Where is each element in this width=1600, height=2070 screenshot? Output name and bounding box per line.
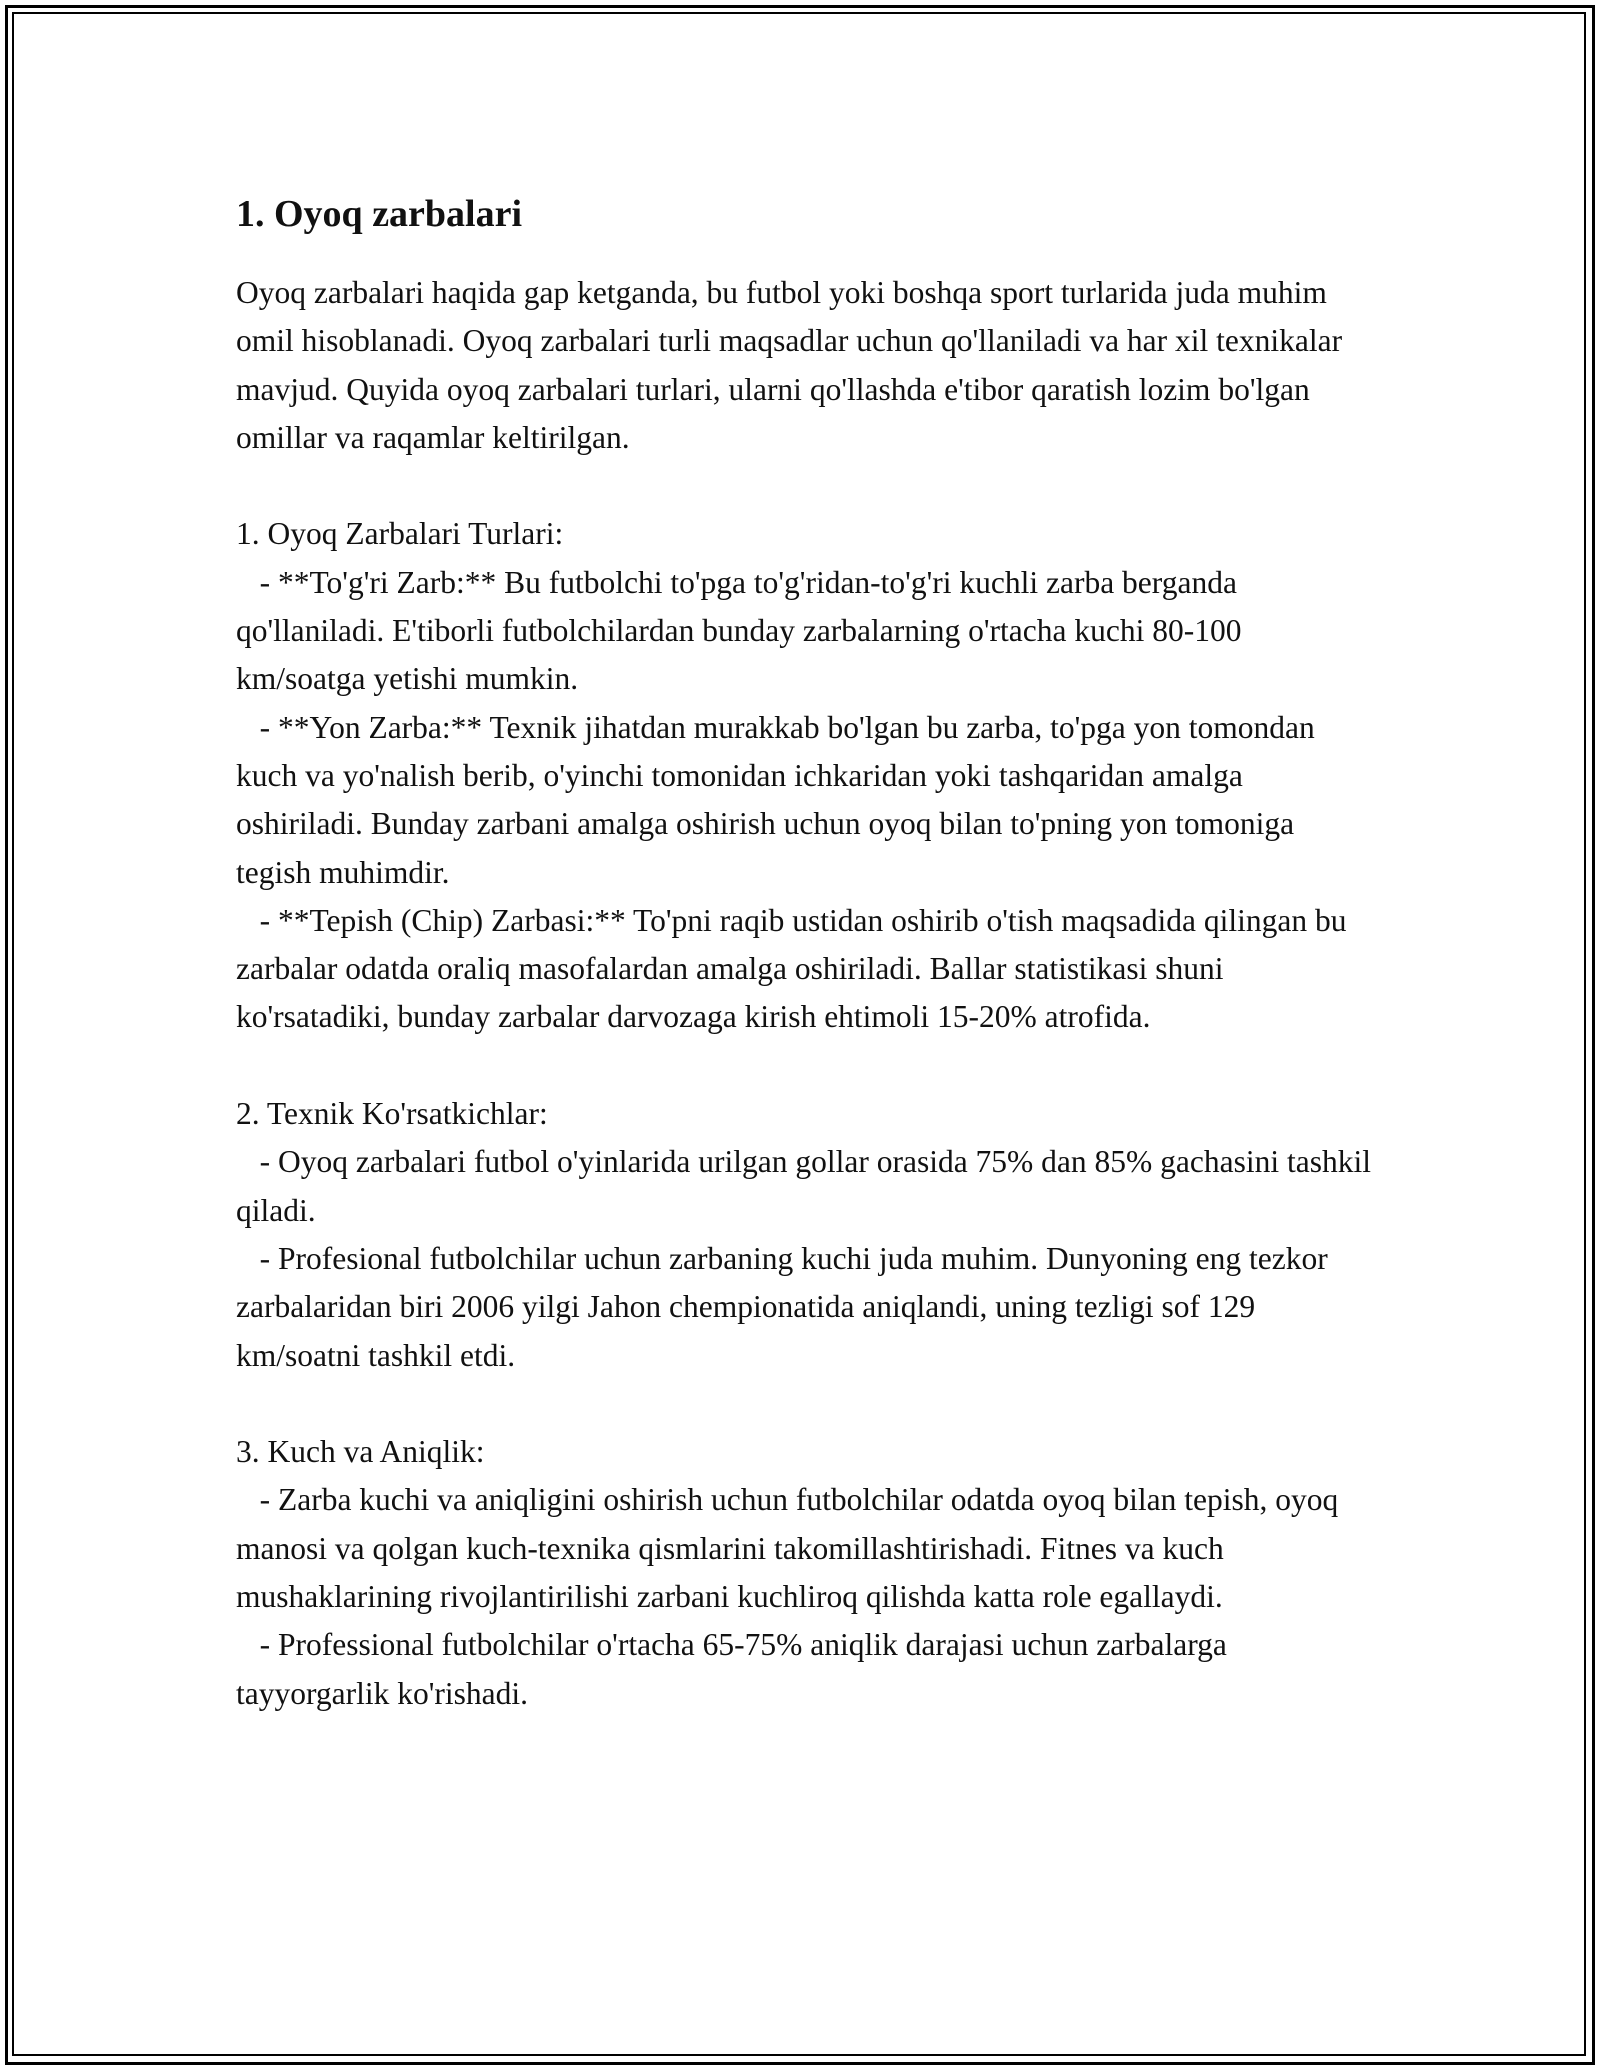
document-content (236, 185, 1376, 1718)
document-heading: 1. Oyoq zarbalari (236, 193, 523, 235)
document-body: Oyoq zarbalari haqida gap ketganda, bu futbol yoki boshqa sport turlarida juda muhim omil hisoblanadi. Oyoq zarbalari turli maqsadlar uchun qo'llaniladi va har xil texnikalar mavjud. Quyida oyoq zarbalari turlari, ularni qo'llashda e'tibor qaratish lozim bo'lgan omillar va raqamlar keltirilgan. 1. Oyoq Zarbalari Turlari: - **To'g'ri Zarb:** Bu futbolchi to'pga to'g'ridan-to'g'ri kuchli zarba berganda qo'llaniladi. E'tiborli futbolchilardan bunday zarbalarning o'rtacha kuchi 80-100 km/soatga yetishi mumkin. - **Yon Zarba:** Texnik jihatdan murakkab bo'lgan bu zarba, to'pga yon tomondan kuch va yo'nalish berib, o'yinchi tomonidan ichkaridan yoki tashqaridan amalga oshiriladi. Bunday zarbani amalga oshirish uchun oyoq bilan to'pning yon tomoniga tegish muhimdir. - **Tepish (Chip) Zarbasi:** To'pni raqib ustidan oshirib o'tish maqsadida qilingan bu zarbalar odatda oraliq masofalardan amalga oshiriladi. Ballar statistikasi shuni ko'rsatadiki, bunday zarbalar darvozaga kirish ehtimoli 15-20% atrofida. 2. Texnik Ko'rsatkichlar: - Oyoq zarbalari futbol o'yinlarida urilgan gollar orasida 75% dan 85% gachasini tashkil qiladi. - Profesional futbolchilar uchun zarbaning kuchi juda muhim. Dunyoning eng tezkor zarbalaridan biri 2006 yilgi Jahon chempionatida aniqlandi, uning tezligi sof 129 km/soatni tashkil etdi. 3. Kuch va Aniqlik: - Zarba kuchi va aniqligini oshirish uchun futbolchilar odatda oyoq bilan tepish, oyoq manosi va qolgan kuch-texnika qismlarini takomillashtirishadi. Fitnes va kuch mushaklarining rivojlantirilishi zarbani kuchliroq qilishda katta role egallaydi. - Professional futbolchilar o'rtacha 65-75% aniqlik darajasi uchun zarbalarga tayyorgarlik ko'rishadi. (236, 275, 1371, 1711)
